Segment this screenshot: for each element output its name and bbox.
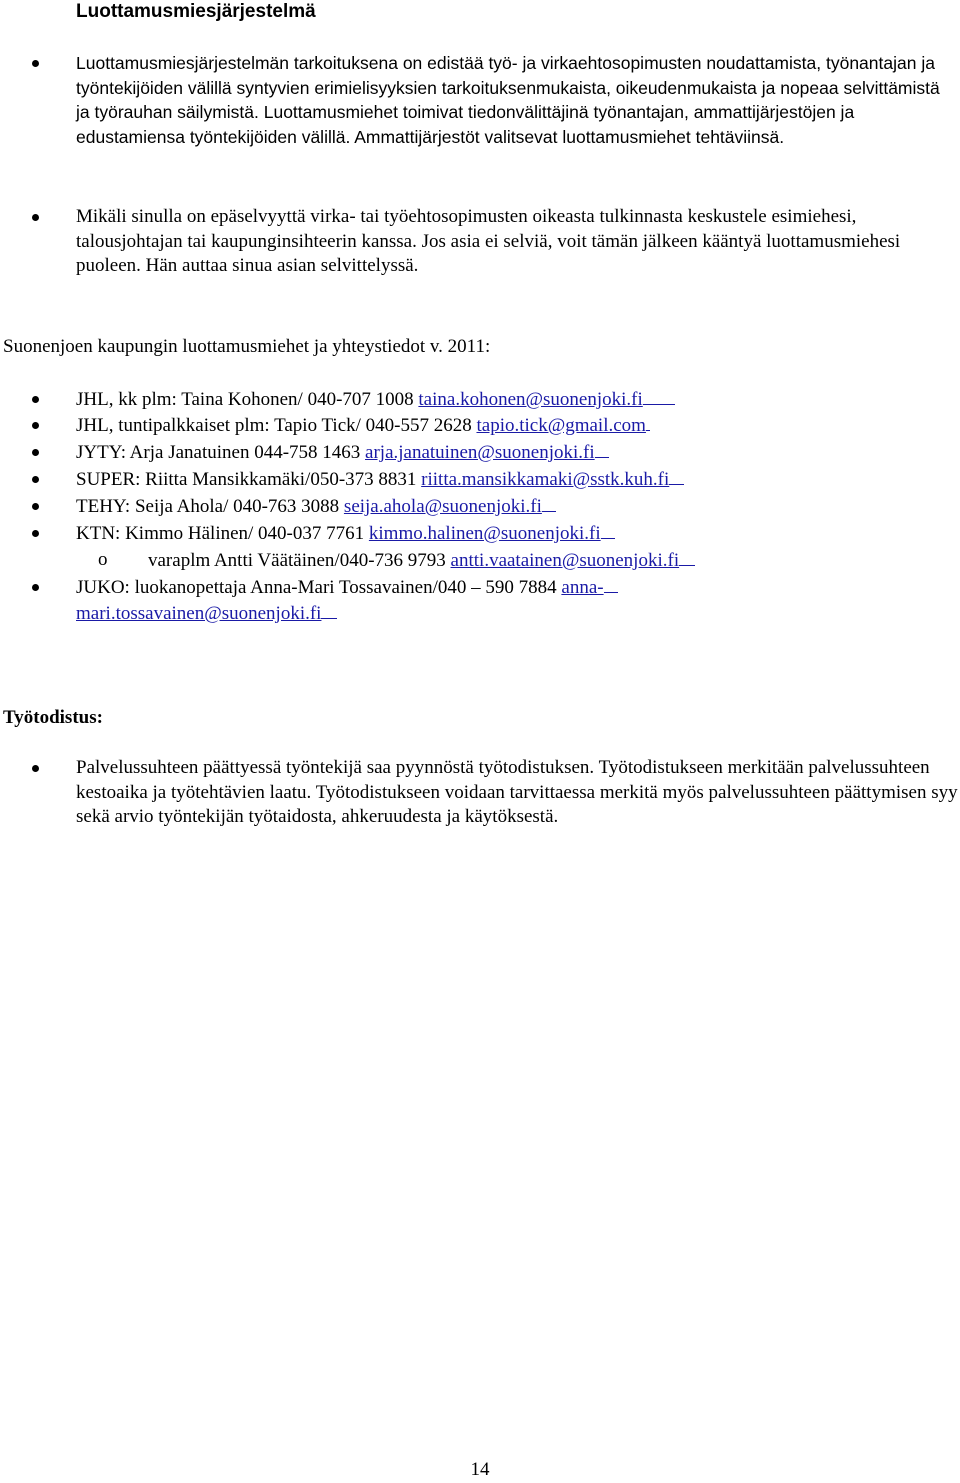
bullet-icon [32,449,39,456]
contact-text: JUKO: luokanopettaja Anna-Mari Tossavainen/040 – 590 7884 [76,577,562,598]
bullet-icon [32,584,39,591]
bullet-icon [32,503,39,510]
underline-tail [679,548,695,566]
underline-tail [542,494,556,512]
underline-tail [601,521,615,539]
underline-tail [643,387,675,405]
bullet-icon [32,422,39,429]
email-link[interactable]: anna- [561,577,604,598]
bullet-icon [32,396,39,403]
bullet-icon [32,214,39,221]
email-link[interactable]: kimmo.halinen@suonenjoki.fi [368,523,601,544]
list-item [76,756,960,830]
underline-tail [595,440,609,458]
page-number: 14 [470,1459,490,1480]
section-title-contacts: Suonenjoen kaupungin luottamusmiehet ja yhteystiedot v. 2011: [3,336,491,357]
contact-item [76,494,556,520]
contact-item [76,467,684,493]
contact-text: JYTY: Arja Janatuinen 044-758 1463 [76,442,366,463]
bullet-icon [32,765,39,772]
email-link[interactable]: taina.kohonen@suonenjoki.fi [418,389,643,410]
section-title-luottamusmiesjarjestelma: Luottamusmiesjärjestelmä [76,1,316,22]
contact-text: SUPER: Riitta Mansikkamäki/050-373 8831 [76,469,422,490]
contact-text: JHL, kk plm: Taina Kohonen/ 040-707 1008 [76,389,419,410]
email-link[interactable]: arja.janatuinen@suonenjoki.fi [365,442,595,463]
paragraph-text: Palvelussuhteen päättyessä työntekijä saa pyynnöstä työtodistuksen. Työtodistukseen merkitään palvelussuhteen kestoaika ja työtehtävien laatu. Työtodistukseen voidaan tarvittaessa merkitä myös palvelussuhteen päättymisen syy sekä arvio työntekijän työtaidosta, ahkeruudesta ja käytöksestä. [76,757,958,827]
bullet-icon [32,60,39,67]
contact-item [76,387,675,413]
list-item [76,51,948,149]
underline-tail [321,601,337,619]
bullet-icon [32,476,39,483]
bullet-icon [32,530,39,537]
sub-bullet-marker: o [98,549,108,570]
underline-tail [646,413,650,431]
contact-text: TEHY: Seija Ahola/ 040-763 3088 [76,496,344,517]
contact-item-continuation [76,601,337,627]
contact-text: JHL, tuntipalkkaiset plm: Tapio Tick/ 040-557 2628 [76,415,477,436]
email-link[interactable]: tapio.tick@gmail.com [476,415,646,436]
contact-sub-item [98,548,695,574]
underline-tail [604,575,618,593]
contact-item [76,575,618,601]
section-title-tyotodistus: Työtodistus: [3,707,103,728]
contact-item [76,413,650,439]
email-link[interactable]: seija.ahola@suonenjoki.fi [343,496,542,517]
paragraph-text: Mikäli sinulla on epäselvyyttä virka- tai työehtosopimusten oikeasta tulkinnasta keskustele esimiehesi, talousjohtajan tai kaupunginsihteerin kanssa. Jos asia ei selviä, voit tämän jälkeen kääntyä luottamusmiehesi puoleen. Hän auttaa sinua asian selvittelyssä. [76,206,901,276]
contact-text: KTN: Kimmo Hälinen/ 040-037 7761 [76,523,369,544]
email-link[interactable]: riitta.mansikkamaki@sstk.kuh.fi [421,469,670,490]
underline-tail [669,467,684,485]
email-link[interactable]: mari.tossavainen@suonenjoki.fi [76,603,322,624]
contact-text: varaplm Antti Väätäinen/040-736 9793 [148,550,451,571]
list-item [76,205,936,279]
paragraph-text: Luottamusmiesjärjestelmän tarkoituksena on edistää työ- ja virkaehtosopimusten noudattamista, työnantajan ja työntekijöiden välillä syntyvien erimielisyyksien tarkoituksenmukaista, oikeudenmukaista ja nopeaa selvittämistä ja työrauhan säilymistä. Luottamusmiehet toimivat tiedonvälittäjinä työnantajan, ammattijärjestöjen ja edustamiensa työntekijöiden välillä. Ammattijärjestöt valitsevat luottamusmiehet tehtäviinsä. [76,53,940,147]
email-link[interactable]: antti.vaatainen@suonenjoki.fi [450,550,680,571]
contact-item [76,521,615,547]
contact-item [76,440,609,466]
